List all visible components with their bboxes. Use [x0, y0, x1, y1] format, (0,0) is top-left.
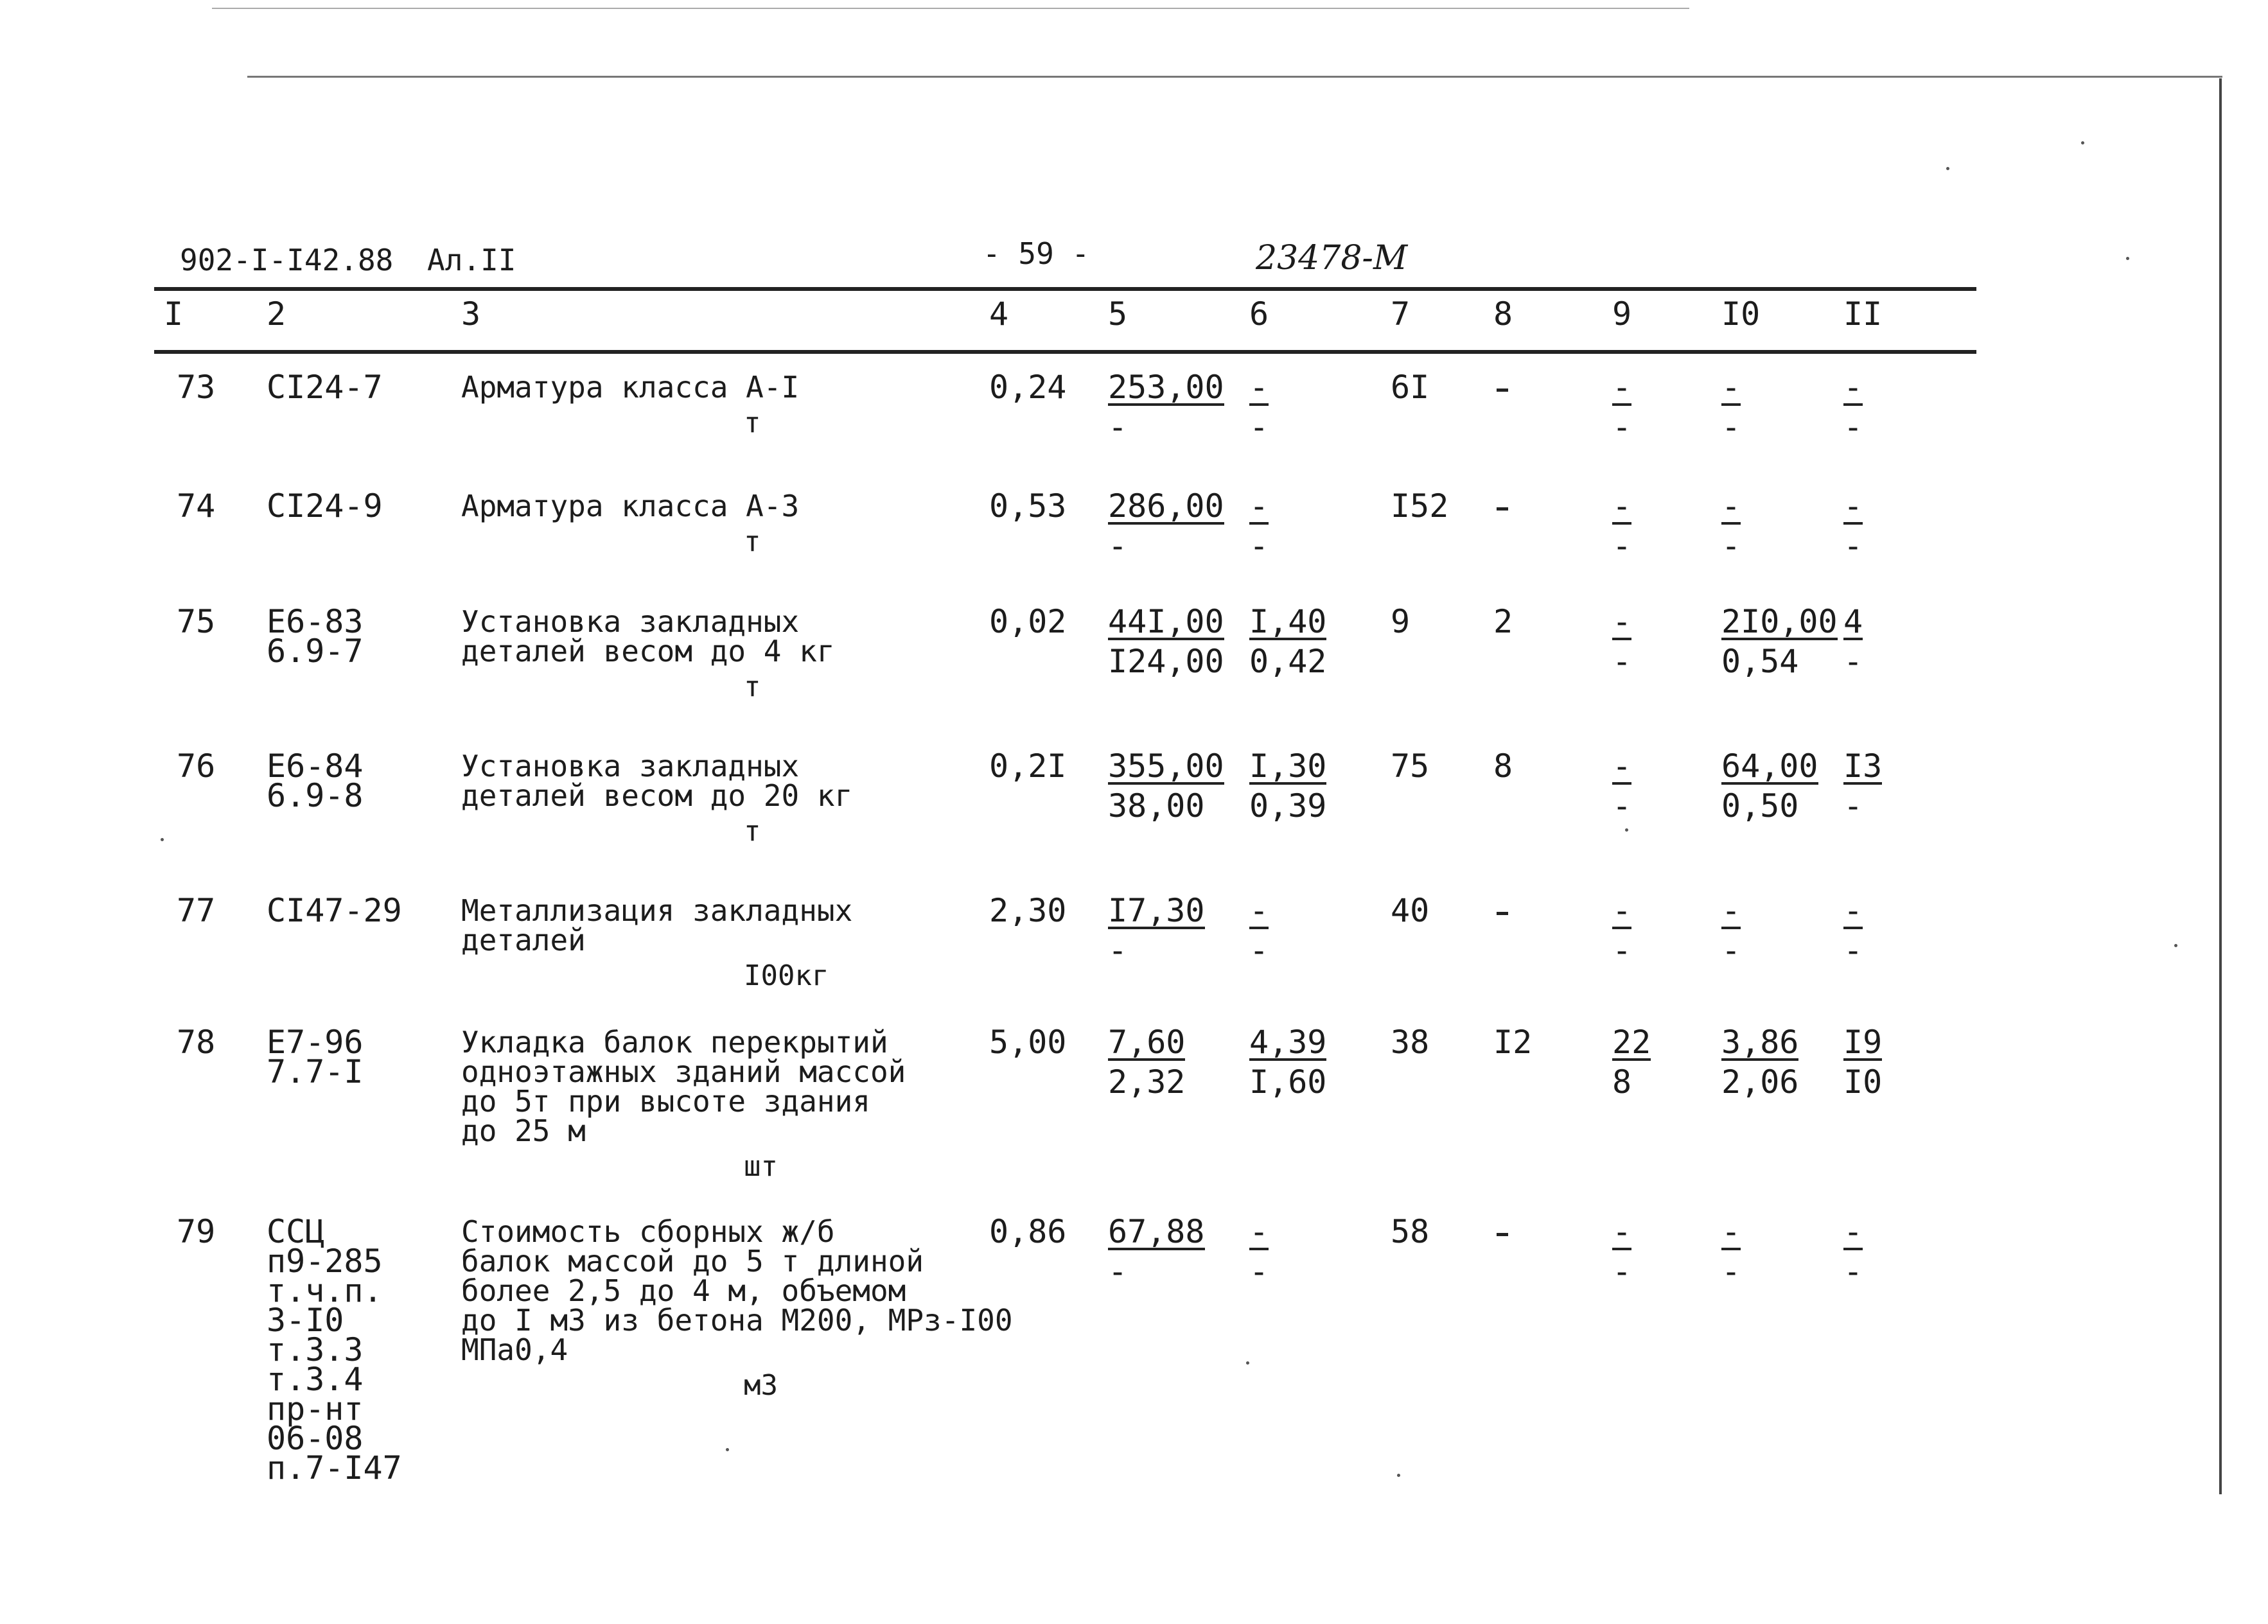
value-numerator: -: [1721, 487, 1741, 525]
norm-code: CI24-9: [267, 487, 383, 525]
scan-speck: [726, 1448, 729, 1451]
value-denominator: -: [1612, 1253, 1632, 1290]
dash-mark: [1497, 507, 1508, 511]
quantity: 0,02: [989, 603, 1067, 640]
column-header: 2: [267, 295, 286, 333]
column-header: 7: [1391, 295, 1411, 333]
value-numerator: -: [1721, 892, 1741, 929]
norm-code: 6.9-8: [267, 777, 364, 814]
value-numerator: 3,86: [1721, 1024, 1799, 1061]
column-header: I: [164, 295, 184, 333]
value-numerator: 2I0,00: [1721, 603, 1838, 640]
column-header: 6: [1249, 295, 1269, 333]
value-numerator: 7,60: [1108, 1024, 1186, 1061]
work-description: Арматура класса А-3: [461, 489, 800, 523]
work-description: Укладка балок перекрытий: [461, 1025, 888, 1060]
column-header: 4: [989, 295, 1009, 333]
row-number: 79: [177, 1213, 216, 1250]
scan-speck: [2081, 141, 2084, 144]
row-number: 75: [177, 603, 216, 640]
work-description: до 5т при высоте здания: [461, 1084, 870, 1119]
norm-code: ССЦ: [267, 1213, 325, 1250]
norm-code: CI47-29: [267, 892, 402, 929]
norm-code: Е7-96: [267, 1024, 364, 1061]
value-numerator: -: [1612, 1213, 1632, 1250]
value-denominator: -: [1612, 643, 1632, 680]
scan-speck: [2174, 944, 2177, 947]
unit-of-measure: шт: [744, 1150, 778, 1183]
work-description: до I м3 из бетона М200, МРз-I00: [461, 1303, 1013, 1338]
page-edge-right: [2219, 78, 2222, 1494]
value-numerator: -: [1612, 369, 1632, 406]
work-description: Установка закладных: [461, 604, 800, 639]
norm-code: 06-08: [267, 1420, 364, 1457]
value-denominator: I0: [1843, 1063, 1883, 1101]
value-denominator: 38,00: [1108, 787, 1205, 825]
value-denominator: I24,00: [1108, 643, 1224, 680]
value-numerator: -: [1612, 747, 1632, 785]
table-header-bottom-rule: [154, 350, 1976, 354]
norm-code: CI24-7: [267, 369, 383, 406]
column-header: 9: [1612, 295, 1632, 333]
value-col7: 38: [1391, 1024, 1430, 1061]
norm-code: т.3.4: [267, 1361, 364, 1398]
value-denominator: 2,06: [1721, 1063, 1799, 1101]
value-numerator: -: [1843, 487, 1863, 525]
norm-code: Е6-84: [267, 747, 364, 785]
scan-speck: [1625, 828, 1628, 832]
quantity: 2,30: [989, 892, 1067, 929]
value-denominator: -: [1612, 408, 1632, 446]
norm-code: п9-285: [267, 1243, 383, 1280]
value-denominator: -: [1249, 527, 1269, 564]
value-col8: 8: [1493, 747, 1513, 785]
value-denominator: -: [1843, 787, 1863, 825]
value-col8: 2: [1493, 603, 1513, 640]
row-number: 78: [177, 1024, 216, 1061]
value-numerator: I,30: [1249, 747, 1327, 785]
work-description: деталей весом до 4 кг: [461, 634, 835, 668]
work-description: Металлизация закладных: [461, 893, 853, 928]
scan-speck: [161, 838, 164, 841]
column-header: 8: [1493, 295, 1513, 333]
unit-of-measure: I00кг: [744, 959, 829, 992]
value-numerator: -: [1721, 1213, 1741, 1250]
value-denominator: 0,42: [1249, 643, 1327, 680]
work-description: Арматура класса А-I: [461, 370, 800, 405]
value-denominator: 8: [1612, 1063, 1632, 1101]
scan-speck: [1397, 1474, 1400, 1477]
work-description: более 2,5 до 4 м, объемом: [461, 1273, 906, 1308]
value-numerator: -: [1721, 369, 1741, 406]
value-numerator: -: [1612, 892, 1632, 929]
page-edge-top: [247, 76, 2222, 78]
quantity: 0,86: [989, 1213, 1067, 1250]
work-description: деталей: [461, 923, 586, 957]
value-numerator: -: [1843, 369, 1863, 406]
scan-speck: [2126, 257, 2129, 260]
value-denominator: 0,39: [1249, 787, 1327, 825]
value-numerator: -: [1612, 603, 1632, 640]
value-numerator: I9: [1843, 1024, 1883, 1061]
column-header: II: [1843, 295, 1883, 333]
value-numerator: 4: [1843, 603, 1863, 640]
unit-of-measure: т: [744, 406, 761, 439]
value-col7: 58: [1391, 1213, 1430, 1250]
work-description: до 25 м: [461, 1113, 586, 1148]
value-numerator: I3: [1843, 747, 1883, 785]
value-denominator: 0,54: [1721, 643, 1799, 680]
value-denominator: 2,32: [1108, 1063, 1186, 1101]
value-denominator: -: [1612, 932, 1632, 969]
value-numerator: 44I,00: [1108, 603, 1224, 640]
norm-code: т.3.3: [267, 1331, 364, 1368]
value-col8: I2: [1493, 1024, 1533, 1061]
value-denominator: 0,50: [1721, 787, 1799, 825]
norm-code: Е6-83: [267, 603, 364, 640]
work-description: Стоимость сборных ж/б: [461, 1214, 835, 1249]
value-numerator: I,40: [1249, 603, 1327, 640]
value-numerator: -: [1249, 369, 1269, 406]
table-header-top-rule: [154, 287, 1976, 291]
page-number: - 59 -: [983, 236, 1090, 271]
value-numerator: 355,00: [1108, 747, 1224, 785]
value-col7: 6I: [1391, 369, 1430, 406]
dash-mark: [1497, 912, 1508, 915]
value-denominator: -: [1843, 643, 1863, 680]
value-denominator: -: [1108, 932, 1128, 969]
norm-code: п.7-I47: [267, 1449, 402, 1487]
value-col7: 40: [1391, 892, 1430, 929]
value-numerator: -: [1843, 1213, 1863, 1250]
dash-mark: [1497, 389, 1508, 392]
archive-number: 23478-М: [1256, 239, 1408, 277]
value-denominator: -: [1721, 1253, 1741, 1290]
unit-of-measure: т: [744, 525, 761, 558]
column-header: I0: [1721, 295, 1761, 333]
value-denominator: -: [1721, 408, 1741, 446]
value-col7: 75: [1391, 747, 1430, 785]
row-number: 76: [177, 747, 216, 785]
album-label: Ал.II: [427, 243, 516, 277]
value-numerator: -: [1612, 487, 1632, 525]
norm-code: т.ч.п.: [267, 1272, 383, 1309]
work-description: Установка закладных: [461, 749, 800, 783]
scan-speck: [1246, 1361, 1249, 1365]
value-col7: 9: [1391, 603, 1411, 640]
value-numerator: 286,00: [1108, 487, 1224, 525]
norm-code: пр-нт: [267, 1390, 364, 1428]
value-numerator: 22: [1612, 1024, 1651, 1061]
norm-code: 6.9-7: [267, 633, 364, 670]
unit-of-measure: т: [744, 670, 761, 703]
value-denominator: -: [1843, 1253, 1863, 1290]
unit-of-measure: м3: [744, 1369, 778, 1402]
column-header: 3: [461, 295, 481, 333]
column-header: 5: [1108, 295, 1128, 333]
quantity: 0,2I: [989, 747, 1067, 785]
scan-speck: [1946, 167, 1949, 170]
value-denominator: -: [1249, 932, 1269, 969]
work-description: балок массой до 5 т длиной: [461, 1244, 924, 1279]
quantity: 0,53: [989, 487, 1067, 525]
row-number: 77: [177, 892, 216, 929]
value-numerator: I7,30: [1108, 892, 1205, 929]
norm-code: 7.7-I: [267, 1053, 364, 1090]
value-denominator: -: [1249, 1253, 1269, 1290]
row-number: 73: [177, 369, 216, 406]
value-numerator: 4,39: [1249, 1024, 1327, 1061]
value-col7: I52: [1391, 487, 1449, 525]
value-denominator: -: [1108, 527, 1128, 564]
value-numerator: -: [1249, 487, 1269, 525]
value-denominator: -: [1843, 527, 1863, 564]
value-numerator: 64,00: [1721, 747, 1818, 785]
doc-code: 902-I-I42.88: [180, 243, 394, 277]
work-description: одноэтажных зданий массой: [461, 1054, 906, 1089]
value-denominator: -: [1108, 408, 1128, 446]
norm-code: 3-I0: [267, 1302, 344, 1339]
value-denominator: -: [1843, 932, 1863, 969]
value-denominator: -: [1721, 527, 1741, 564]
page-edge-top-faint: [212, 8, 1689, 9]
value-denominator: I,60: [1249, 1063, 1327, 1101]
value-denominator: -: [1108, 1253, 1128, 1290]
value-numerator: -: [1249, 892, 1269, 929]
value-denominator: -: [1843, 408, 1863, 446]
value-denominator: -: [1721, 932, 1741, 969]
value-numerator: 67,88: [1108, 1213, 1205, 1250]
value-numerator: 253,00: [1108, 369, 1224, 406]
quantity: 5,00: [989, 1024, 1067, 1061]
row-number: 74: [177, 487, 216, 525]
dash-mark: [1497, 1233, 1508, 1236]
unit-of-measure: т: [744, 815, 761, 848]
value-numerator: -: [1249, 1213, 1269, 1250]
quantity: 0,24: [989, 369, 1067, 406]
value-denominator: -: [1249, 408, 1269, 446]
value-numerator: -: [1843, 892, 1863, 929]
value-denominator: -: [1612, 527, 1632, 564]
value-denominator: -: [1612, 787, 1632, 825]
work-description: МПа0,4: [461, 1332, 568, 1367]
work-description: деталей весом до 20 кг: [461, 778, 853, 813]
